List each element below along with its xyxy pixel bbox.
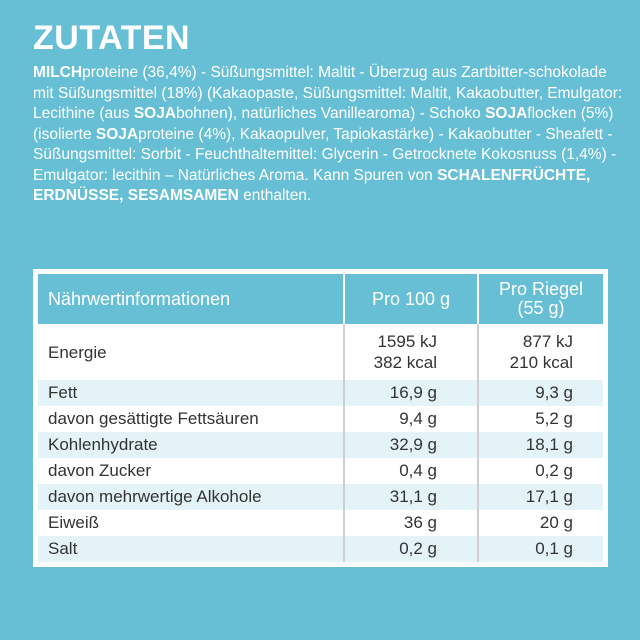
nutrition-row	[38, 324, 603, 380]
nutrient-name: davon Zucker	[38, 458, 345, 484]
nutrient-name: Energie	[38, 324, 345, 380]
nutrient-name: Salt	[38, 536, 345, 562]
per-100g-cell-value: 36 g	[403, 513, 437, 532]
nutrient-name: Kohlenhydrate	[38, 432, 345, 458]
per-bar-cell-value: 5,2 g	[535, 409, 573, 428]
per-100g-cell-value: 9,4 g	[399, 409, 437, 428]
per-bar-cell-value: 877 kJ	[522, 332, 573, 351]
nutrient-name: Fett	[38, 380, 345, 406]
per-bar-cell-value: 0,1 g	[535, 539, 573, 558]
allergen-highlight: SOJA	[485, 105, 528, 122]
per-100g-cell-value: 32,9 g	[389, 435, 437, 454]
allergen-highlight: MILCH	[33, 64, 83, 81]
per-100g-cell	[345, 380, 479, 406]
ingredients-heading: ZUTATEN	[33, 19, 191, 57]
header-per-bar-weight: (55 g)	[517, 298, 565, 318]
per-100g-cell	[345, 510, 479, 536]
per-bar-cell-value: 20 g	[539, 513, 573, 532]
nutrition-table	[38, 274, 603, 562]
per-100g-cell	[345, 432, 479, 458]
header-nutrition-info: Nährwertinformationen	[38, 274, 345, 324]
per-100g-cell	[345, 324, 479, 380]
header-per-100g: Pro 100 g	[345, 274, 479, 324]
per-100g-cell-value: 16,9 g	[389, 383, 437, 402]
per-bar-cell-value: 0,2 g	[535, 461, 573, 480]
per-bar-cell	[479, 458, 603, 484]
ingredients-segment: bohnen), natürliches Vanillearoma) - Schoko	[176, 105, 486, 122]
allergen-highlight: SCHALENFRÜCHTE, ERDNÜSSE, SESAMSAMEN	[33, 166, 591, 204]
per-bar-cell-value: 18,1 g	[525, 435, 573, 454]
per-bar-cell-value: 9,3 g	[535, 383, 573, 402]
allergen-highlight: SOJA	[133, 105, 177, 122]
nutrition-row	[38, 380, 603, 406]
per-bar-cell-value: 17,1 g	[525, 487, 573, 506]
per-bar-cell	[479, 510, 603, 536]
per-bar-cell	[479, 324, 603, 380]
per-bar-cell	[479, 406, 603, 432]
nutrition-row	[38, 432, 603, 458]
per-100g-cell-value: 0,4 g	[399, 461, 437, 480]
per-100g-cell	[345, 484, 479, 510]
nutrition-row	[38, 458, 603, 484]
nutrition-header-row	[38, 274, 603, 324]
per-bar-cell	[479, 536, 603, 562]
nutrition-row	[38, 406, 603, 432]
nutrition-row	[38, 484, 603, 510]
per-bar-cell	[479, 484, 603, 510]
per-bar-cell	[479, 380, 603, 406]
nutrition-row	[38, 510, 603, 536]
nutrient-name: davon mehrwertige Alkohole	[38, 484, 345, 510]
ingredients-segment: proteine (36,4%) - Süßungsmittel: Maltit - Überzug aus Zartbitter-schokolade mit Süßungsmittel (18%) (Kakaopaste, Süßungsmittel: Maltit, Kakaobutter, Emulgator: Lecithine (aus	[33, 64, 623, 122]
per-100g-cell-value: 382 kcal	[373, 353, 437, 372]
nutrition-row	[38, 536, 603, 562]
per-100g-cell	[345, 536, 479, 562]
per-100g-cell	[345, 406, 479, 432]
per-100g-cell-value: 0,2 g	[399, 539, 437, 558]
ingredients-segment: flocken (5%) (isolierte	[33, 105, 614, 143]
ingredients-segment: enthalten.	[238, 187, 312, 204]
per-100g-cell	[345, 458, 479, 484]
header-per-bar	[479, 274, 603, 324]
allergen-highlight: SOJA	[95, 125, 139, 143]
nutrient-name: Eiweiß	[38, 510, 345, 536]
header-per-bar-label: Pro Riegel	[498, 279, 584, 299]
per-bar-cell	[479, 432, 603, 458]
ingredients-text	[33, 63, 623, 207]
ingredients-segment: proteine (4%), Kakaopulver, Tapiokastärke) - Kakaobutter - Sheafett -Süßungsmittel: Sorbit - Feuchthaltemittel: Glycerin - Getrocknete Kokosnuss (1,4%) - Emulgator: lecithin – Natürliches Aroma. Kann Spuren von	[33, 125, 617, 184]
nutrient-name: davon gesättigte Fettsäuren	[38, 406, 345, 432]
per-100g-cell-value: 1595 kJ	[377, 332, 437, 351]
nutrition-table-panel	[33, 269, 608, 567]
per-bar-cell-value: 210 kcal	[509, 353, 573, 372]
per-100g-cell-value: 31,1 g	[389, 487, 437, 506]
